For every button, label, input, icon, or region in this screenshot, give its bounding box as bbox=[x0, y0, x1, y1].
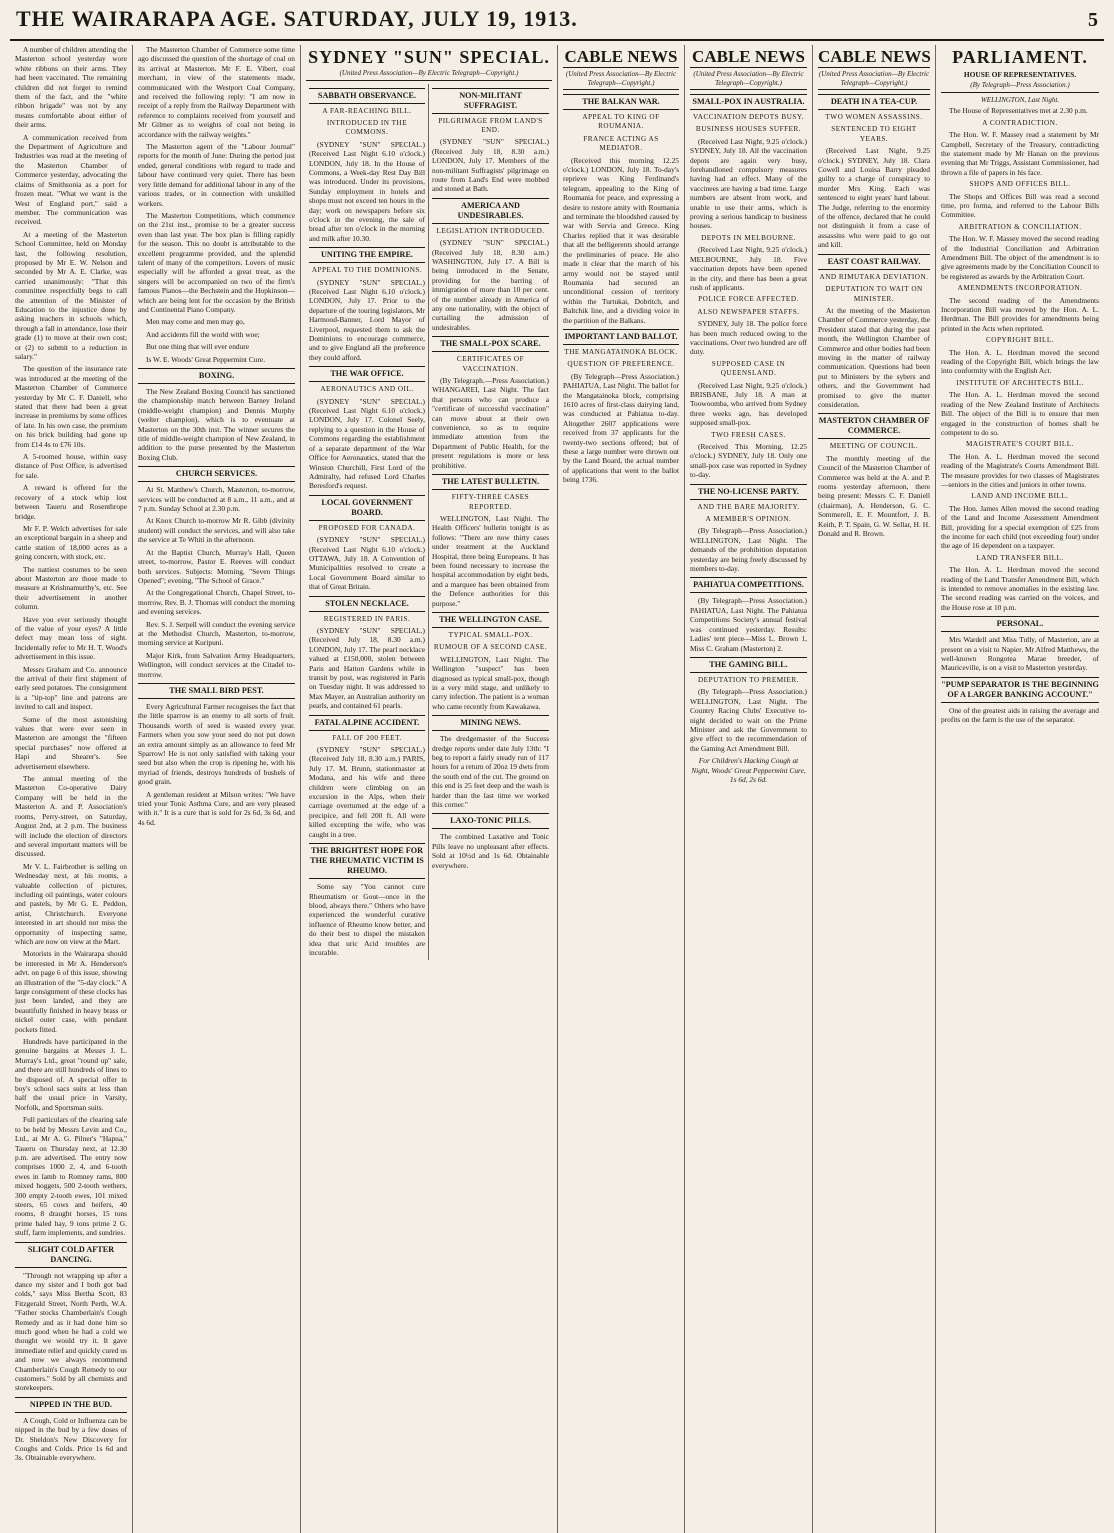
article-headline: "PUMP SEPARATOR IS THE BEGINNING OF A LARGER BANKING ACCOUNT." bbox=[941, 677, 1099, 703]
article-body: WELLINGTON, Last Night. The Health Officers' bulletin tonight is as follows: "There are now thirty cases under treatment at the Auckland Hospital, three being Europeans. It has been found necessary to increase the hospital accommodation by eight beds, and a marquee has been obtained from the Defence authorities for this purpose." bbox=[432, 513, 549, 608]
article-body: Mrs Wardell and Miss Tully, of Masterton, are at present on a visit to Napier. Mr Alfred Matthews, the well-known Rongotea Marae breeder, of Mauriceville, is on a visit to Masterton yesterday. bbox=[941, 635, 1099, 673]
article-body: (SYDNEY "SUN" SPECIAL.) (Received July 18, 8.30 a.m.) PARIS, July 17. M. Brunn, stationmaster at Modana, and his wife and three children were climbing on an excursion in the Alps, when their carriage overturned at the edge of a precipice, and fell 200 ft. All were killed excepting the wife, who was caught in a tree. bbox=[309, 745, 425, 839]
article-subheadline: COPYRIGHT BILL. bbox=[985, 336, 1055, 345]
article-body: The Hon. A. L. Herdman moved the second reading of the Land Transfer Amendment Bill, which is intended to remove anomalies in the existing law. The second reading was carried on the voices, and the House rose at 10 p.m. bbox=[941, 565, 1099, 612]
article-subheadline: AND RIMUTAKA DEVIATION. bbox=[819, 272, 929, 281]
paragraph: At the Baptist Church, Murray's Hall, Queen street, to-morrow, Pastor E. Reeves will conduct both services. Subjects: Morning, "Seven Things Opened"; evening, "The School of Grace." bbox=[138, 547, 295, 585]
article-headline: MASTERTON CHAMBER OF COMMERCE. bbox=[818, 413, 930, 439]
sydney-sun-credit: (United Press Association—By Electric Telegraph—Copyright.) bbox=[306, 69, 552, 81]
paragraph: A communication received from the Department of Agriculture and Industries was read at the meeting of the Masterton Chamber of Commerce yesterday, advocating the claims of Smithsonia as a port for frozen meat. "What we want is the West of England port," said a member. The communication was received. bbox=[15, 132, 127, 227]
article-subheadline: DEPUTATION TO PREMIER. bbox=[697, 675, 799, 684]
article-subheadline: FIFTY-THREE CASES REPORTED. bbox=[451, 493, 530, 511]
article-subheadline: INTRODUCED IN THE COMMONS. bbox=[326, 118, 408, 137]
article-headline: THE GAMING BILL. bbox=[690, 657, 807, 673]
article-body: The Hon. W. F. Massey read a statement by Mr Campbell, Secretary of the Treasury, contradicting the statement made by Mr Hanan on the previous evening that Mr Triggs, Assistant Commissioner, had thrown a file of papers in his face. bbox=[941, 130, 1099, 177]
article-body: (Received Last Night, 9.25 o'clock.) SYDNEY, July 18. Clara Cowell and Louisa Barry pleaded guilty to a charge of conspiracy to murder Mrs King. Each was sentenced to eight years' hard labour. The Judge, referring to the enormity of the offence, declared that he could not distinguish it from a case of assassins who were paid to go out and kill. bbox=[818, 146, 930, 250]
article-body: At the meeting of the Masterton Chamber of Commerce yesterday, the President stated that during the past month, the Wellington Chamber of Commerce and other bodies had been moving in the matter of railway communication. Questions had been put to Ministers by the sybers and others, and the Government had promised to give the matter consideration. bbox=[818, 305, 930, 409]
column-cable-news-1 bbox=[558, 45, 685, 1533]
section-heading: NIPPED IN THE BUD. bbox=[15, 1397, 127, 1413]
article-body: The Hon. A. L. Herdman moved the second reading of the Magistrate's Courts Amendment Bill. The measure provides for two classes of Magistrates—seniors in the cities and juniors in other towns. bbox=[941, 451, 1099, 489]
paragraph: Full particulars of the clearing sale to be held by Messrs Levin and Co., Ltd., at Mr A. G. Pilner's "Hapua," Taueru on Thursday next, at 12.30 p.m. are advertised. The entry now comprises 1000 2, 4, and 6-tooth ewes in lamb to Romney rams, 800 mixed hoggets, 500 2-tooth wethers, 300 empty 2-tooth ewes, 101 mixed steers, 65 cows and heifers, 40 rooms, 8 draught horses, 15 tons prime baled hay, 9 tons prime 2 G. stuff, farm implements, and sundries. bbox=[15, 1115, 127, 1238]
column-local-news bbox=[10, 45, 133, 1533]
article-headline: IMPORTANT LAND BALLOT. bbox=[563, 329, 679, 345]
column-parliament bbox=[936, 45, 1104, 1533]
article-subheadline: TWO WOMEN ASSASSINS. bbox=[825, 113, 923, 121]
paragraph: Is W. E. Woods' Great Peppermint Cure. bbox=[146, 354, 266, 364]
article-subheadline: AMENDMENTS INCORPORATION. bbox=[957, 284, 1083, 293]
page-number: 5 bbox=[1088, 9, 1098, 31]
article-headline: PERSONAL. bbox=[941, 616, 1099, 632]
article-subheadline: QUESTION OF PREFERENCE. bbox=[567, 360, 675, 369]
article-body: The second reading of the Amendments Incorporation Bill was moved by the Hon. A. L. Herdman. The Bill provides for amendments being printed in the Acts when reprinted. bbox=[941, 295, 1099, 333]
article-body: The Hon. W. F. Massey moved the second reading of the Industrial Conciliation and Arbitration Amendment Bill. The object of the amendment is to give agreements made by the Conciliation Council to be registered as awards by the Arbitration Court. bbox=[941, 234, 1099, 281]
article-subheadline: VACCINATION DEPOTS BUSY. bbox=[693, 113, 804, 121]
paragraph: At the Congregational Church, Chapel Street, to-morrow, Rev. B. J. Thomas will conduct the morning and evening services. bbox=[138, 588, 295, 617]
section-heading: SLIGHT COLD AFTER DANCING. bbox=[15, 1242, 127, 1268]
paragraph: Mr V. L. Fairbrother is selling on Wednesday next, at his rooms, a valuable collection of pictures, including oil paintings, water colours and pastels, by Mr G. E. Peddon, artist, Christchurch. Everyone interested in art should not miss the opportunity of inspecting same, which are now on view at the Mart. bbox=[15, 861, 127, 946]
article-body: The Hon. A. L. Herdman moved the second reading of the Copyright Bill, which brings the law into conformity with the English Act. bbox=[941, 347, 1099, 376]
article-body: (Received Last Night, 9.25 o'clock.) BRISBANE, July 18. A man at Toowoomba, who arrived from Sydney three weeks ago, has developed supposed small-pox. bbox=[690, 380, 807, 428]
paragraph: Hundreds have participated in the genuine bargains at Messrs J. L. Murray's Ltd., great "round up" sale, and there are still hundreds of lines to be disposed of. A special offer in boy's school sacs suits at less than half the usual price in Varsity, Norfolk, and Sportsman suits. bbox=[15, 1037, 127, 1112]
article-subheadline: SUPPOSED CASE IN QUEENSLAND. bbox=[711, 359, 786, 378]
article-subheadline: PROPOSED FOR CANADA. bbox=[318, 523, 416, 532]
article-body: (Received this morning 12.25 o'clock.) LONDON, July 18. To-day's reprieve was King Ferdinand's telegram, appealing to the King of Roumania for peace, and expressing a desire to restore amity with Roumania and terminate the bloodshed caused by war with Servia and Greece. King Charles replied that it was desirable that all the belligerents should arrange the preliminaries of peace. He also made it clear that the march of his army would not be stayed until Roumania had secured an unconditional cession of territory within the Turtukai, Dobritch, and Baltchik line, and a dividing voice in the partition of the Balkans. bbox=[563, 155, 679, 325]
article-subheadline: TWO FRESH CASES. bbox=[711, 430, 786, 439]
article-subheadline: LEGISLATION INTRODUCED. bbox=[436, 226, 545, 235]
section-heading: THE SMALL BIRD PEST. bbox=[138, 683, 295, 699]
cable-news-header: CABLE NEWS bbox=[564, 47, 678, 66]
article-body: (SYDNEY "SUN" SPECIAL.) (Received July 18, 8.30 a.m.) LONDON, July 17. Members of the non-militant Suffragists' pilgrimage en route from Land's End were mobbed and stoned at Bath. bbox=[432, 137, 549, 194]
paragraph: Messrs Graham and Co. announce the arrival of their first shipment of early seed potatoes. The consignment is a "tip-top" line and patrons are invited to call and inspect. bbox=[15, 664, 127, 712]
article-headline: THE WELLINGTON CASE. bbox=[432, 612, 549, 628]
article-subheadline: FALL OF 200 FEET. bbox=[332, 733, 402, 742]
article-body: One of the greatest aids in raising the average and profits on the farm is the use of the separator. bbox=[941, 705, 1099, 725]
article-body: The monthly meeting of the Council of the Masterton Chamber of Commerce was held at the A. and P. rooms yesterday afternoon, there being present: Messrs C. F. Daniell (chairman), A. Henderson, G. C. Sommerell, E. F. Mountfort, J. B. Keith, P. T. Spain, G. W. Sellar, H. H. Donald and R. Brown. bbox=[818, 453, 930, 539]
article-body: (SYDNEY "SUN" SPECIAL.) (Received Last Night 6.10 o'clock.) LONDON, July 18. In the House of Commons, a Week-day Rest Day Bill was introduced. Under its provisions, Sunday employment in hotels and shops must not exceed ten hours in the day; work on newspapers before six o'clock in the evening, the sale of bread after ten o'clock in the morning and milk after 10.30. bbox=[309, 139, 425, 243]
article-body: (SYDNEY "SUN" SPECIAL.) (Received Last Night 6.10 o'clock.) LONDON, July 17. Colonel Seely, replying to a question in the House of Commons regarding the establishment of a separate department of the War Office for Aeronautics, stated that the Winston Churchill, First Lord of the Admiralty, had refused Lord Charles Beresford's request. bbox=[309, 396, 425, 491]
article-subheadline: DEPUTATION TO WAIT ON MINISTER. bbox=[825, 285, 923, 303]
cable-news-credit: (United Press Association—By Electric Telegraph—Copyright.) bbox=[818, 70, 930, 90]
paragraph: Mr F. P. Welch advertises for sale an exceptional bargain in a sheep and cattle station of 18,000 acres as a going concern, with stock, etc. bbox=[15, 523, 127, 562]
article-headline: NON-MILITANT SUFFRAGIST. bbox=[432, 88, 549, 114]
cable-news-credit: (United Press Association—By Electric Telegraph—Copyright.) bbox=[690, 70, 807, 90]
article-body: SYDNEY, July 18. The police force has been much reduced owing to the vaccinations. Over two hundred are off duty. bbox=[690, 319, 807, 357]
article-body: (SYDNEY "SUN" SPECIAL.) (Received Last Night 6.10 o'clock.) OTTAWA, July 18. A Convention of Municipalities resolved to create a Local Government Board similar to that of Great Britain. bbox=[309, 535, 425, 592]
article-subheadline: A CONTRADICTION. bbox=[982, 118, 1058, 127]
article-subheadline: APPEAL TO KING OF ROUMANIA. bbox=[582, 113, 660, 131]
masthead-title: THE WAIRARAPA AGE. SATURDAY, JULY 19, 1913. bbox=[16, 6, 578, 31]
paragraph: Some of the most astonishing values that were ever seen in Masterton are amongst the "fifteen special purchases" now offered at Hapi and Shearer's. See advertisement elsewhere. bbox=[15, 714, 127, 771]
paragraph: At a meeting of the Masterton School Committee, held on Monday last, the following resolution, proposed by Mr E. W. Nelson and seconded by Mr A. E. Clarke, was carried unanimously: "That this committee respectfully begs to call the attention of the Minister of Education to the injustice done by asking teachers in schools which, through a fall in attendance, lose their grade (1) to move at their own cost; or (2) to submit to a reduction in salary." bbox=[15, 229, 127, 361]
paragraph: And accidents fill the world with woe; bbox=[146, 329, 260, 339]
article-body: The dredgemaster of the Success dredge reports under date July 13th: "I beg to report a fairly steady run of 117 hours for a return of 20oz 19 dwts from the south end of the cut. The ground on this end is 25 feet deep and the wash is harder than the last time we worked this corner." bbox=[432, 734, 549, 810]
article-headline: FATAL ALPINE ACCIDENT. bbox=[309, 715, 425, 731]
paragraph: At Knox Church to-morrow Mr R. Gibb (divinity student) will conduct the services, and will also take the service at Te Whiti in the afternoon. bbox=[138, 516, 295, 545]
article-headline: SMALL-POX IN AUSTRALIA. bbox=[690, 94, 807, 110]
article-headline: UNITING THE EMPIRE. bbox=[309, 247, 425, 263]
paragraph: A 5-roomed house, within easy distance of Post Office, is advertised for sale. bbox=[15, 452, 127, 480]
article-subheadline: AERONAUTICS AND OIL. bbox=[320, 385, 414, 394]
article-headline: THE LATEST BULLETIN. bbox=[432, 474, 549, 490]
article-subheadline: LAND AND INCOME BILL. bbox=[971, 492, 1069, 501]
article-subheadline: CERTIFICATES OF VACCINATION. bbox=[456, 355, 525, 373]
article-headline: THE NO-LICENSE PARTY. bbox=[690, 484, 807, 500]
paragraph: A Cough, Cold or Influenza can be nipped in the bud by a few doses of Dr. Sheldon's New Discovery for Coughs and Colds. Price 1s 6d and 3s. Obtainable everywhere. bbox=[15, 1415, 127, 1463]
paragraph: Men may come and men may go, bbox=[146, 317, 245, 327]
article-subheadline: SHOPS AND OFFICES BILL. bbox=[969, 180, 1071, 189]
advertisement: For Children's Hacking Cough at Night, Woods' Great Peppermint Cure, 1s 6d, 2s 6d. bbox=[691, 756, 806, 784]
paragraph: The annual meeting of the Masterton Co-operative Dairy Company will be held in the Masterton A. and P. Association's rooms, Perry-street, on Saturday, August 2nd, at 2 p.m. The business will include the election of directors and several important matters will be discussed. bbox=[15, 774, 127, 859]
article-subheadline: PILGRIMAGE FROM LAND'S END. bbox=[438, 116, 543, 134]
paragraph: Rev. S. J. Serpell will conduct the evening service at the Methodist Church, Masterton, to-morrow, morning service at Kuripuni. bbox=[138, 619, 295, 648]
column-local-news-2 bbox=[133, 45, 301, 1533]
sydney-sun-subcolumns bbox=[306, 84, 552, 961]
article-subheadline: THE MANGATAINOKA BLOCK. bbox=[564, 347, 678, 356]
article-subheadline: POLICE FORCE AFFECTED. bbox=[698, 295, 799, 304]
article-headline: PAHIATUA COMPETITIONS. bbox=[690, 577, 807, 593]
cable-news-header: CABLE NEWS bbox=[818, 47, 931, 66]
article-body: The Hon. A. L. Herdman moved the second reading of the New Zealand Institute of Architects Bill. The object of the Bill is to ensure that men engaged in the construction of homes shall be competent to do so. bbox=[941, 390, 1099, 437]
article-headline: SABBATH OBSERVANCE. bbox=[309, 88, 425, 104]
article-subheadline: MAGISTRATE'S COURT BILL. bbox=[966, 440, 1074, 449]
masthead bbox=[10, 6, 1104, 41]
article-subheadline: AND THE BARE MAJORITY. bbox=[697, 502, 800, 511]
sydney-sun-header: SYDNEY "SUN" SPECIAL. bbox=[308, 47, 550, 67]
article-headline: LOCAL GOVERNMENT BOARD. bbox=[309, 495, 425, 521]
article-body: Some say "You cannot cure Rheumatism or Gout—once in the blood, always there." Others who have experienced the wonderful curative influence of Rheumo know better, and do their best to dispel the mistaken idea that uric Acid troubles are incurable. bbox=[309, 882, 425, 957]
article-subheadline: TYPICAL SMALL-POX. bbox=[448, 630, 533, 639]
article-body: (Received Last Night, 9.25 o'clock.) SYDNEY, July 18. All the vaccination depots are again very busy, forehandloned compulsory measures having had an effect. Many of the vaccinees are having a bad time. Large numbers are absent from work, and unable to use their arms, which is proving a serious handicap to business houses. bbox=[690, 136, 807, 231]
paragraph: The question of the insurance rate was introduced at the meeting of the Masterton Chamber of Commerce yesterday by Mr C. F. Daniell, who stated that there had been a great increase in premiums by some offices of late. In his own case, the premium on his brick building had gone up from £14 4s to £76 10s. bbox=[15, 364, 127, 449]
article-headline: THE SMALL-POX SCARE. bbox=[432, 336, 549, 352]
column-cable-news-2 bbox=[685, 45, 813, 1533]
column-sydney-sun bbox=[301, 45, 558, 1533]
article-subheadline: BUSINESS HOUSES SUFFER. bbox=[695, 125, 802, 134]
article-headline: THE WAR OFFICE. bbox=[309, 366, 425, 382]
paragraph: Major Kirk, from Salvation Army Headquarters, Wellington, will conduct services at the Citadel to-morrow. bbox=[138, 650, 295, 679]
paragraph: But one thing that will ever endure bbox=[146, 342, 250, 352]
paragraph: Have you ever seriously thought of the value of your eyes? A little defect may mean loss of sight. Incidentally refer to Mr H. T. Wood's advertisement in this issue. bbox=[15, 614, 127, 662]
article-subheadline: SENTENCED TO EIGHT YEARS. bbox=[831, 125, 917, 143]
article-body: (SYDNEY "SUN" SPECIAL.) (Received July 18, 8.30 a.m.) WASHINGTON, July 17. A Bill is being introduced in the Senate, providing for the barring of immigration of more than 10 per cent. of the number already in America of any one nationality, with the object of curtailing the admission of undesirables. bbox=[432, 238, 549, 332]
article-body: (By Telegraph.—Press Association.) WHANGAREI, Last Night. The fact that persons who can produce a "certificate of successful vaccination" can move about at their own convenience, so as to require immediate attention from the Department of Public Health, for the present regulations is more or less prohibitive. bbox=[432, 376, 549, 470]
sydney-sun-right bbox=[429, 84, 552, 961]
article-body: WELLINGTON, Last Night. The Wellington "suspect" has been diagnosed as typical small-pox, though in a very mild stage, and unlikely to carry infection. The patient is a woman who came recently from Kawakawa. bbox=[432, 654, 549, 711]
article-headline: DEATH IN A TEA-CUP. bbox=[818, 94, 930, 110]
dateline: WELLINGTON, Last Night. bbox=[980, 95, 1060, 104]
article-subheadline: LAND TRANSFER BILL. bbox=[976, 553, 1064, 562]
columns bbox=[10, 45, 1104, 1533]
article-body: The House of Representatives met at 2.30 p.m. bbox=[949, 106, 1088, 116]
article-headline: AMERICA AND UNDESIRABLES. bbox=[432, 198, 549, 224]
paragraph: Motorists in the Wairarapa should be interested in Mr A. Henderson's advt. on page 6 of this issue, showing an illustration of the "5-day clock." A large consignment of these clocks has just been landed, and they are beautifully finished in heavy brass or nickel outer case, with pendant pockets fitted. bbox=[15, 949, 127, 1034]
article-headline: MINING NEWS. bbox=[432, 715, 549, 731]
paragraph: The Masterton Competitions, which commence on the 21st inst., promise to be a greater success even than last year. The box plan is filling rapidly for the season. This no doubt is attributable to the excellent programme provided, and the splendid talent of many of the competitors. Lovers of music especially will be afforded a great treat, as the singers will be accompanied on two of the firm's famous Pianos—the Bechstein and the Hopkinson—which are being lent for the occasion by the British and Continental Piano Company. bbox=[138, 210, 295, 314]
article-subheadline: DEPOTS IN MELBOURNE. bbox=[701, 233, 796, 242]
article-body: (By Telegraph—Press Association.) PAHIATUA, Last Night. The Pahiatua Competitions Society's annual festival was continued yesterday. Results: Ladies' tent piece—Miss L. Brown 1, Miss C. Graham (Masterton) 2. bbox=[690, 596, 807, 653]
paragraph: The nattiest costumes to be seen about Masterton are those made to measure at Krishnamurthy's, etc. See their advertisement in another column. bbox=[15, 564, 127, 612]
article-body: (By Telegraph—Press Association.) PAHIATUA, Last Night. The ballot for the Mangatainoka block, comprising 1610 acres of first-class dairying land, was conducted at Pahiatua to-day. Altogether 2607 applications were received from 37 applicants for the twenty-two sections offered; but of these a large number were thrown out by the Land Board, the actual number of applications that went to the ballot being 1736. bbox=[563, 371, 679, 485]
article-body: (Received This Morning, 12.25 o'clock.) SYDNEY, July 18. Only one small-pox case was reported in Sydney to-day. bbox=[690, 442, 807, 480]
article-headline: LAXO-TONIC PILLS. bbox=[432, 813, 549, 829]
article-body: The Shops and Offices Bill was read a second time, pro forma, and referred to the Labour Bills Committee. bbox=[941, 191, 1099, 220]
article-subheadline: INSTITUTE OF ARCHITECTS BILL. bbox=[956, 378, 1084, 387]
article-body: (By Telegraph—Press Association.) WELLINGTON, Last Night. The Country Racing Clubs' Executive to-night decided to wait on the Prime Minister and ask the Government to give effect to the recommendation of the Gaming Act Amendment Bill. bbox=[690, 687, 807, 753]
paragraph: The Masterton Chamber of Commerce some time ago discussed the question of the shortage of coal on its arrival at Masterton. Mr F. E. Vibert, coal merchant, in view of the statements made, communicated with the Westport Coal Company, and received the following reply: "I am now in receipt of a reply from the Railway Department with reference to complaints received from yourself and Mr Gilmer as to weights of coal not being in accordance with the railway weights." bbox=[138, 45, 295, 139]
parliament-header: PARLIAMENT. bbox=[952, 47, 1088, 67]
section-heading: CHURCH SERVICES. bbox=[138, 466, 295, 482]
paragraph: At St. Matthew's Church, Masterton, to-morrow, services will be conducted at 8 a.m., 11 a.m., and at 7 p.m. Sunday School at 2.30 p.m. bbox=[138, 485, 295, 514]
article-subheadline: ARBITRATION & CONCILIATION. bbox=[958, 222, 1082, 231]
cable-news-header: CABLE NEWS bbox=[690, 47, 807, 68]
article-subheadline: FRANCE ACTING AS MEDIATOR. bbox=[583, 134, 659, 153]
cable-news-credit: (United Press Association—By Electric Telegraph—Copyright.) bbox=[563, 70, 679, 90]
article-body: The Hon. James Allen moved the second reading of the Land and Income Assessment Amendment Bill, providing for a special exemption of £25 from the income for each child (not exceeding four) under the age of 16 dependent on a taxpayer. bbox=[941, 503, 1099, 551]
article-body: (By Telegraph—Press Association.) WELLINGTON, Last Night. The demands of the prohibition deputation yesterday are being freely discussed by members to-day. bbox=[690, 526, 807, 574]
article-body: The combined Laxative and Tonic Pills leave no unpleasant after effects. Sold at 10½d and 1s 6d. Obtainable everywhere. bbox=[432, 832, 549, 870]
article-subheadline: ALSO NEWSPAPER STAFFS. bbox=[697, 307, 800, 316]
article-subheadline: APPEAL TO THE DOMINIONS. bbox=[311, 266, 423, 275]
column-cable-news-3 bbox=[813, 45, 936, 1533]
paragraph: The New Zealand Boxing Council has sanctioned the championship match between Barney Ireland (middle-weight champion) and Dennis Murphy (welter champion), which is to eventuate at Masterton on the 30th inst. The winner secures the title of middle-weight champion of New Zealand, in addition to the purse presented by the Masterton Boxing Club. bbox=[138, 387, 295, 462]
paragraph: A number of children attending the Masterton school yesterday wore white ribbons on their arms. They had been vaccinated. The remaining children did not forget to remind them of the fact, and the "white ribbon brigade" was not by any means comfortable about either of their arms. bbox=[15, 45, 127, 130]
article-headline: THE BALKAN WAR. bbox=[563, 94, 679, 110]
article-body: (SYDNEY "SUN" SPECIAL.) (Received July 18, 8.30 a.m.) LONDON, July 17. The pearl necklace valued at £150,000, stolen between Paris and Hatton Gardens while in transit by post, was registered in Paris on Tuesday night. It was addressed to Max Mayer, an Australian authority on pearls, and contained 61 pearls. bbox=[309, 625, 425, 711]
article-headline: THE BRIGHTEST HOPE FOR THE RHEUMATIC VICTIM IS RHEUMO. bbox=[309, 843, 425, 879]
article-body: (SYDNEY "SUN" SPECIAL.) (Received Last Night 6.10 o'clock.) LONDON, July 17. Prior to the departure of the touring legislators, Mr Harmood-Banner, Lord Mayor of Liverpool, requested them to ask the Dominions to encourage commerce, and to give England all the preference they could afford. bbox=[309, 277, 425, 362]
paragraph: Every Agricultural Farmer recognises the fact that the little sparrow is an enemy to all sorts of fruit. Thousands worth of seed is wasted every year. Farmers when you sow your seed do not put down an extra amount simply as an allowance to feed Mr Sparrow! He is not only satisfied with taking your seed but also when the crop is ripening he, with his myriad of friends, destroys hundreds of bushels of good grain. bbox=[138, 701, 295, 787]
article-subheadline: A FAR-REACHING BILL. bbox=[322, 106, 412, 115]
article-subheadline: REGISTERED IN PARIS. bbox=[323, 614, 411, 623]
article-headline: EAST COAST RAILWAY. bbox=[818, 254, 930, 270]
article-subheadline: A MEMBER'S OPINION. bbox=[705, 515, 792, 524]
paragraph: The Masterton agent of the "Labour Journal" reports for the month of June: During the period just ended, general conditions with regard to trade and labour have continued very quiet. There has been very little demand for additional labour in any of the various trades, or in connection with unskilled workers. bbox=[138, 142, 295, 208]
article-body: (Received Last Night, 9.25 o'clock.) MELBOURNE, July 18. Five vaccination depots have been opened in the city, and there has been a great rush of applicants. bbox=[690, 245, 807, 292]
paragraph: A reward is offered for the recovery of a stock whip lost between Taueru and Rosenthrope bridge. bbox=[15, 483, 127, 521]
section-heading: BOXING. bbox=[138, 368, 295, 384]
article-subheadline: MEETING OF COUNCIL. bbox=[829, 442, 919, 451]
house-subheader: HOUSE OF REPRESENTATIVES. bbox=[963, 70, 1077, 79]
paragraph: A gentleman resident at Milson writes: "We have tried your Tonic Asthma Cure, and are very pleased with it." It is a cure that is sold for 2s 6d, 3s 6d, and 4s 6d. bbox=[138, 789, 295, 827]
article-subheadline: RUMOUR OF A SECOND CASE. bbox=[433, 643, 548, 652]
paragraph: "Through not wrapping up after a dance my sister and I both got bad colds," says Miss Bertha Scott, 83 Fitzgerald Street, North Perth, W.A. "Father stocks Chamberlain's Cough Remedy and as it had done him so much good when he had a cold we thought we would try it. It gave immediate relief and quickly cured us and now we always recommend Chamberlain's Cough Remedy to our customers." Sold by all chemists and storekeepers. bbox=[15, 1270, 127, 1393]
sydney-sun-left bbox=[306, 84, 429, 961]
parliament-credit: (By Telegraph—Press Association.) bbox=[941, 81, 1099, 93]
article-headline: STOLEN NECKLACE. bbox=[309, 596, 425, 612]
